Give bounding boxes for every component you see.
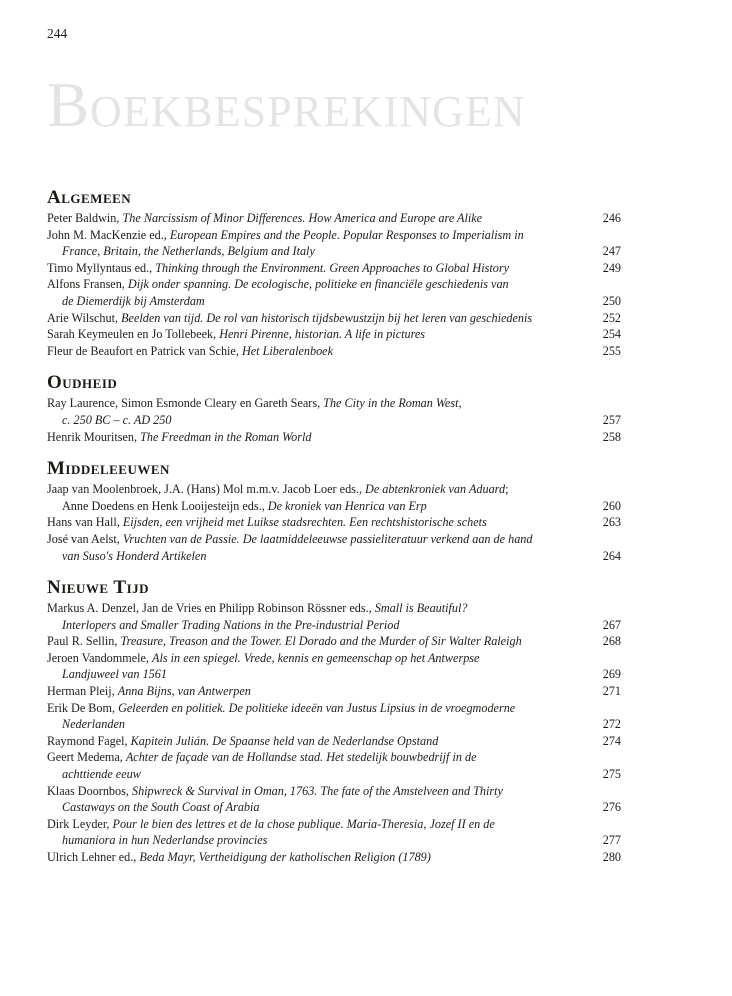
toc-entry: [47, 429, 621, 446]
entry-page-number: 249: [602, 260, 621, 275]
author-names: José van Aelst,: [47, 531, 123, 546]
book-title: De kroniek van Henrica van Erp: [267, 498, 427, 513]
book-title: Shipwreck & Survival in Oman, 1763. The fate of the Amstelveen and Thirty: [131, 783, 503, 798]
book-title: European Empires and the People. Popular Responses to Imperialism in: [169, 227, 524, 242]
book-title: Eijsden, een vrijheid met Luikse stadsrechten. Een rechtshistorische schets: [122, 515, 487, 530]
entry-line: [47, 666, 621, 683]
entry-text: [47, 327, 425, 341]
book-title: humaniora in hun Nederlandse provincies: [62, 833, 268, 848]
author-names: Markus A. Denzel, Jan de Vries en Philipp Robinson Rössner eds.,: [47, 601, 375, 616]
page-content: [47, 0, 621, 866]
entry-text: [47, 532, 532, 546]
author-names: Anne Doedens en Henk Looijesteijn eds.,: [62, 498, 268, 513]
entry-page-number: 250: [602, 293, 621, 308]
entry-line: [47, 260, 621, 277]
entry-text: [47, 684, 251, 698]
entry-page-number: 258: [602, 429, 621, 444]
toc-entry: [47, 343, 621, 360]
author-names: Geert Medema,: [47, 750, 126, 765]
entry-text: [62, 833, 267, 847]
book-title: de Diemerdijk bij Amsterdam: [62, 293, 205, 308]
book-title: The Narcissism of Minor Differences. How America and Europe are Alike: [122, 211, 483, 225]
entry-page-number: 252: [602, 310, 621, 325]
entry-text: [62, 294, 205, 308]
page-number: 244: [47, 26, 68, 41]
book-title: De abtenkroniek van Aduard: [365, 482, 506, 497]
section-middeleeuwen: [47, 458, 621, 564]
toc-entry: [47, 816, 621, 849]
book-title: Kapitein Julián. De Spaanse held van de Nederlandse Opstand: [130, 733, 439, 748]
entry-line: [47, 310, 621, 327]
document-title: Boekbesprekingen: [47, 70, 526, 140]
book-title: Dijk onder spanning. De ecologische, politieke en financiële geschiedenis van: [127, 277, 509, 292]
entry-text: [62, 800, 260, 814]
entry-page-number: 275: [602, 767, 621, 782]
entry-text: [47, 482, 508, 496]
entry-line: [47, 700, 621, 717]
entry-line: [47, 749, 621, 766]
book-title: Treasure, Treason and the Tower. El Dorado and the Murder of Sir Walter Raleigh: [120, 634, 522, 649]
author-names: Dirk Leyder,: [47, 816, 113, 831]
toc-entry: [47, 210, 621, 227]
author-names: Jaap van Moolenbroek, J.A. (Hans) Mol m.m.v. Jacob Loer eds.,: [47, 482, 366, 497]
toc-entry: [47, 650, 621, 683]
author-names: Jeroen Vandommele,: [47, 650, 153, 665]
author-names: Fleur de Beaufort en Patrick van Schie,: [47, 343, 242, 358]
entry-text: [47, 277, 509, 291]
entry-text: [47, 344, 333, 358]
toc-entry: [47, 749, 621, 782]
entry-line: [47, 210, 621, 227]
book-title: Interlopers and Smaller Trading Nations in the Pre-industrial Period: [62, 617, 400, 632]
book-title: Anna Bijns, van Antwerpen: [117, 684, 251, 699]
entry-line: [47, 243, 621, 260]
toc-entry: [47, 733, 621, 750]
entry-line: [47, 531, 621, 548]
entry-text: [47, 651, 479, 665]
author-names: Peter Baldwin,: [47, 211, 123, 225]
entry-page-number: 277: [602, 833, 621, 848]
section-oudheid: [47, 372, 621, 445]
toc-entry: [47, 849, 621, 866]
entry-text: [62, 618, 399, 632]
author-names: Erik De Bom,: [47, 700, 119, 715]
toc-entry: [47, 481, 621, 514]
entry-line: [47, 783, 621, 800]
entry-line: [47, 548, 621, 565]
book-title: Het Liberalenboek: [241, 343, 333, 358]
entry-line: [47, 412, 621, 429]
entry-line: [47, 293, 621, 310]
author-names: Henrik Mouritsen,: [47, 429, 141, 444]
book-title: Small is Beautiful?: [374, 601, 468, 616]
book-title: Vruchten van de Passie. De laatmiddeleeuwse passieliteratuur verkend aan de hand: [122, 531, 533, 546]
book-title: Beelden van tijd. De rol van historisch tijdsbewustzijn bij het leren van geschiedenis: [121, 310, 533, 325]
book-title: Landjuweel van 1561: [62, 667, 167, 682]
book-title: Nederlanden: [62, 717, 125, 732]
entry-page-number: 260: [602, 498, 621, 513]
entry-line: [47, 227, 621, 244]
entry-line: [47, 683, 621, 700]
toc-entry: [47, 276, 621, 309]
author-names: John M. MacKenzie ed.,: [47, 227, 170, 242]
entry-text: [47, 396, 462, 410]
entry-line: [47, 600, 621, 617]
toc-entry: [47, 260, 621, 277]
book-title: Castaways on the South Coast of Arabia: [62, 800, 260, 815]
entry-page-number: 254: [602, 327, 621, 342]
entry-line: [47, 276, 621, 293]
entry-page-number: 280: [602, 850, 621, 864]
entry-line: [47, 633, 621, 650]
entry-text: [47, 701, 515, 715]
entry-line: [47, 481, 621, 498]
toc-entry: [47, 531, 621, 564]
entry-text: [47, 750, 477, 764]
toc-entry: [47, 326, 621, 343]
entry-line: [47, 650, 621, 667]
author-names: Paul R. Sellin,: [47, 634, 121, 649]
entry-text: [62, 549, 206, 563]
entry-page-number: 272: [602, 717, 621, 732]
entry-text: [47, 211, 482, 225]
entry-text: [47, 601, 468, 615]
author-names: Timo Myllyntaus ed.,: [47, 260, 156, 275]
section-algemeen: [47, 187, 621, 359]
entry-page-number: 255: [602, 343, 621, 358]
entry-page-number: 267: [602, 617, 621, 632]
section-heading: Nieuwe Tijd: [47, 577, 150, 599]
toc-entry: [47, 633, 621, 650]
book-title: Thinking through the Environment. Green Approaches to Global History: [155, 260, 509, 275]
toc-entry: [47, 227, 621, 260]
entry-text: [47, 734, 438, 748]
section-heading: Oudheid: [47, 372, 118, 394]
section-heading: Middeleeuwen: [47, 458, 170, 480]
toc-entry: [47, 395, 621, 428]
entry-text: [47, 228, 524, 242]
entry-text: [47, 817, 495, 831]
entry-page-number: 268: [602, 634, 621, 649]
entry-page-number: 274: [602, 733, 621, 748]
entry-line: [47, 716, 621, 733]
author-names: Raymond Fagel,: [47, 733, 131, 748]
entry-line: [47, 766, 621, 783]
entry-line: [47, 395, 621, 412]
book-title: achttiende eeuw: [62, 767, 141, 782]
book-title: van Suso's Honderd Artikelen: [62, 548, 207, 563]
book-title: Henri Pirenne, historian. A life in pictures: [219, 327, 426, 342]
book-title: Als in een spiegel. Vrede, kennis en gemeenschap op het Antwerpse: [152, 650, 480, 665]
toc-entry: [47, 700, 621, 733]
entry-page-number: 271: [602, 684, 621, 699]
book-title: c. 250 BC – c. AD 250: [62, 412, 172, 427]
entry-text: [62, 717, 125, 731]
entry-page-number: 276: [602, 800, 621, 815]
entry-text: [47, 784, 503, 798]
book-title: The City in the Roman West,: [323, 396, 462, 411]
author-names: Hans van Hall,: [47, 515, 123, 530]
entry-line: [47, 498, 621, 515]
entry-line: [47, 326, 621, 343]
entry-line: [47, 832, 621, 849]
author-names: Alfons Fransen,: [47, 277, 128, 292]
entry-page-number: 263: [602, 515, 621, 530]
toc-entry: [47, 514, 621, 531]
entry-line: [47, 849, 621, 866]
entry-text: [47, 515, 487, 529]
book-title: Beda Mayr, Vertheidigung der katholischen Religion (1789): [139, 850, 431, 864]
entry-text: [62, 499, 427, 513]
author-names: Arie Wilschut,: [47, 310, 122, 325]
toc-entry: [47, 310, 621, 327]
book-title: The Freedman in the Roman World: [140, 429, 312, 444]
entry-page-number: 247: [602, 244, 621, 259]
entry-text: [47, 634, 522, 648]
entry-text: [47, 850, 431, 864]
book-title: Pour le bien des lettres et de la chose publique. Maria-Theresia, Jozef II en de: [112, 816, 495, 831]
toc-entry: [47, 783, 621, 816]
toc-entry: [47, 683, 621, 700]
entry-line: [47, 799, 621, 816]
author-names: Klaas Doornbos,: [47, 783, 132, 798]
entry-page-number: 264: [602, 548, 621, 563]
author-names: ;: [505, 482, 509, 497]
toc-sections: [47, 187, 621, 866]
entry-line: [47, 429, 621, 446]
entry-text: [47, 261, 509, 275]
entry-text: [62, 244, 315, 258]
entry-text: [62, 413, 171, 427]
section-heading: Algemeen: [47, 187, 132, 208]
entry-line: [47, 617, 621, 634]
entry-line: [47, 514, 621, 531]
entry-line: [47, 816, 621, 833]
entry-page-number: 269: [602, 667, 621, 682]
book-title: Geleerden en politiek. De politieke ideeën van Justus Lipsius in de vroegmoderne: [118, 700, 516, 715]
section-nieuwe-tijd: [47, 577, 621, 866]
author-names: Herman Pleij,: [47, 684, 118, 699]
entry-text: [47, 430, 312, 444]
entry-line: [47, 343, 621, 360]
entry-text: [62, 667, 167, 681]
entry-text: [62, 767, 141, 781]
entry-line: [47, 733, 621, 750]
author-names: Ulrich Lehner ed.,: [47, 850, 140, 864]
toc-entry: [47, 600, 621, 633]
book-title: Achter de façade van de Hollandse stad. Het stedelijk bouwbedrijf in de: [125, 750, 477, 765]
author-names: Ray Laurence, Simon Esmonde Cleary en Gareth Sears,: [47, 396, 324, 411]
book-title: France, Britain, the Netherlands, Belgium and Italy: [62, 244, 315, 259]
entry-page-number: 246: [602, 211, 621, 225]
author-names: Sarah Keymeulen en Jo Tollebeek,: [47, 327, 220, 342]
entry-text: [47, 311, 532, 325]
entry-page-number: 257: [602, 412, 621, 427]
